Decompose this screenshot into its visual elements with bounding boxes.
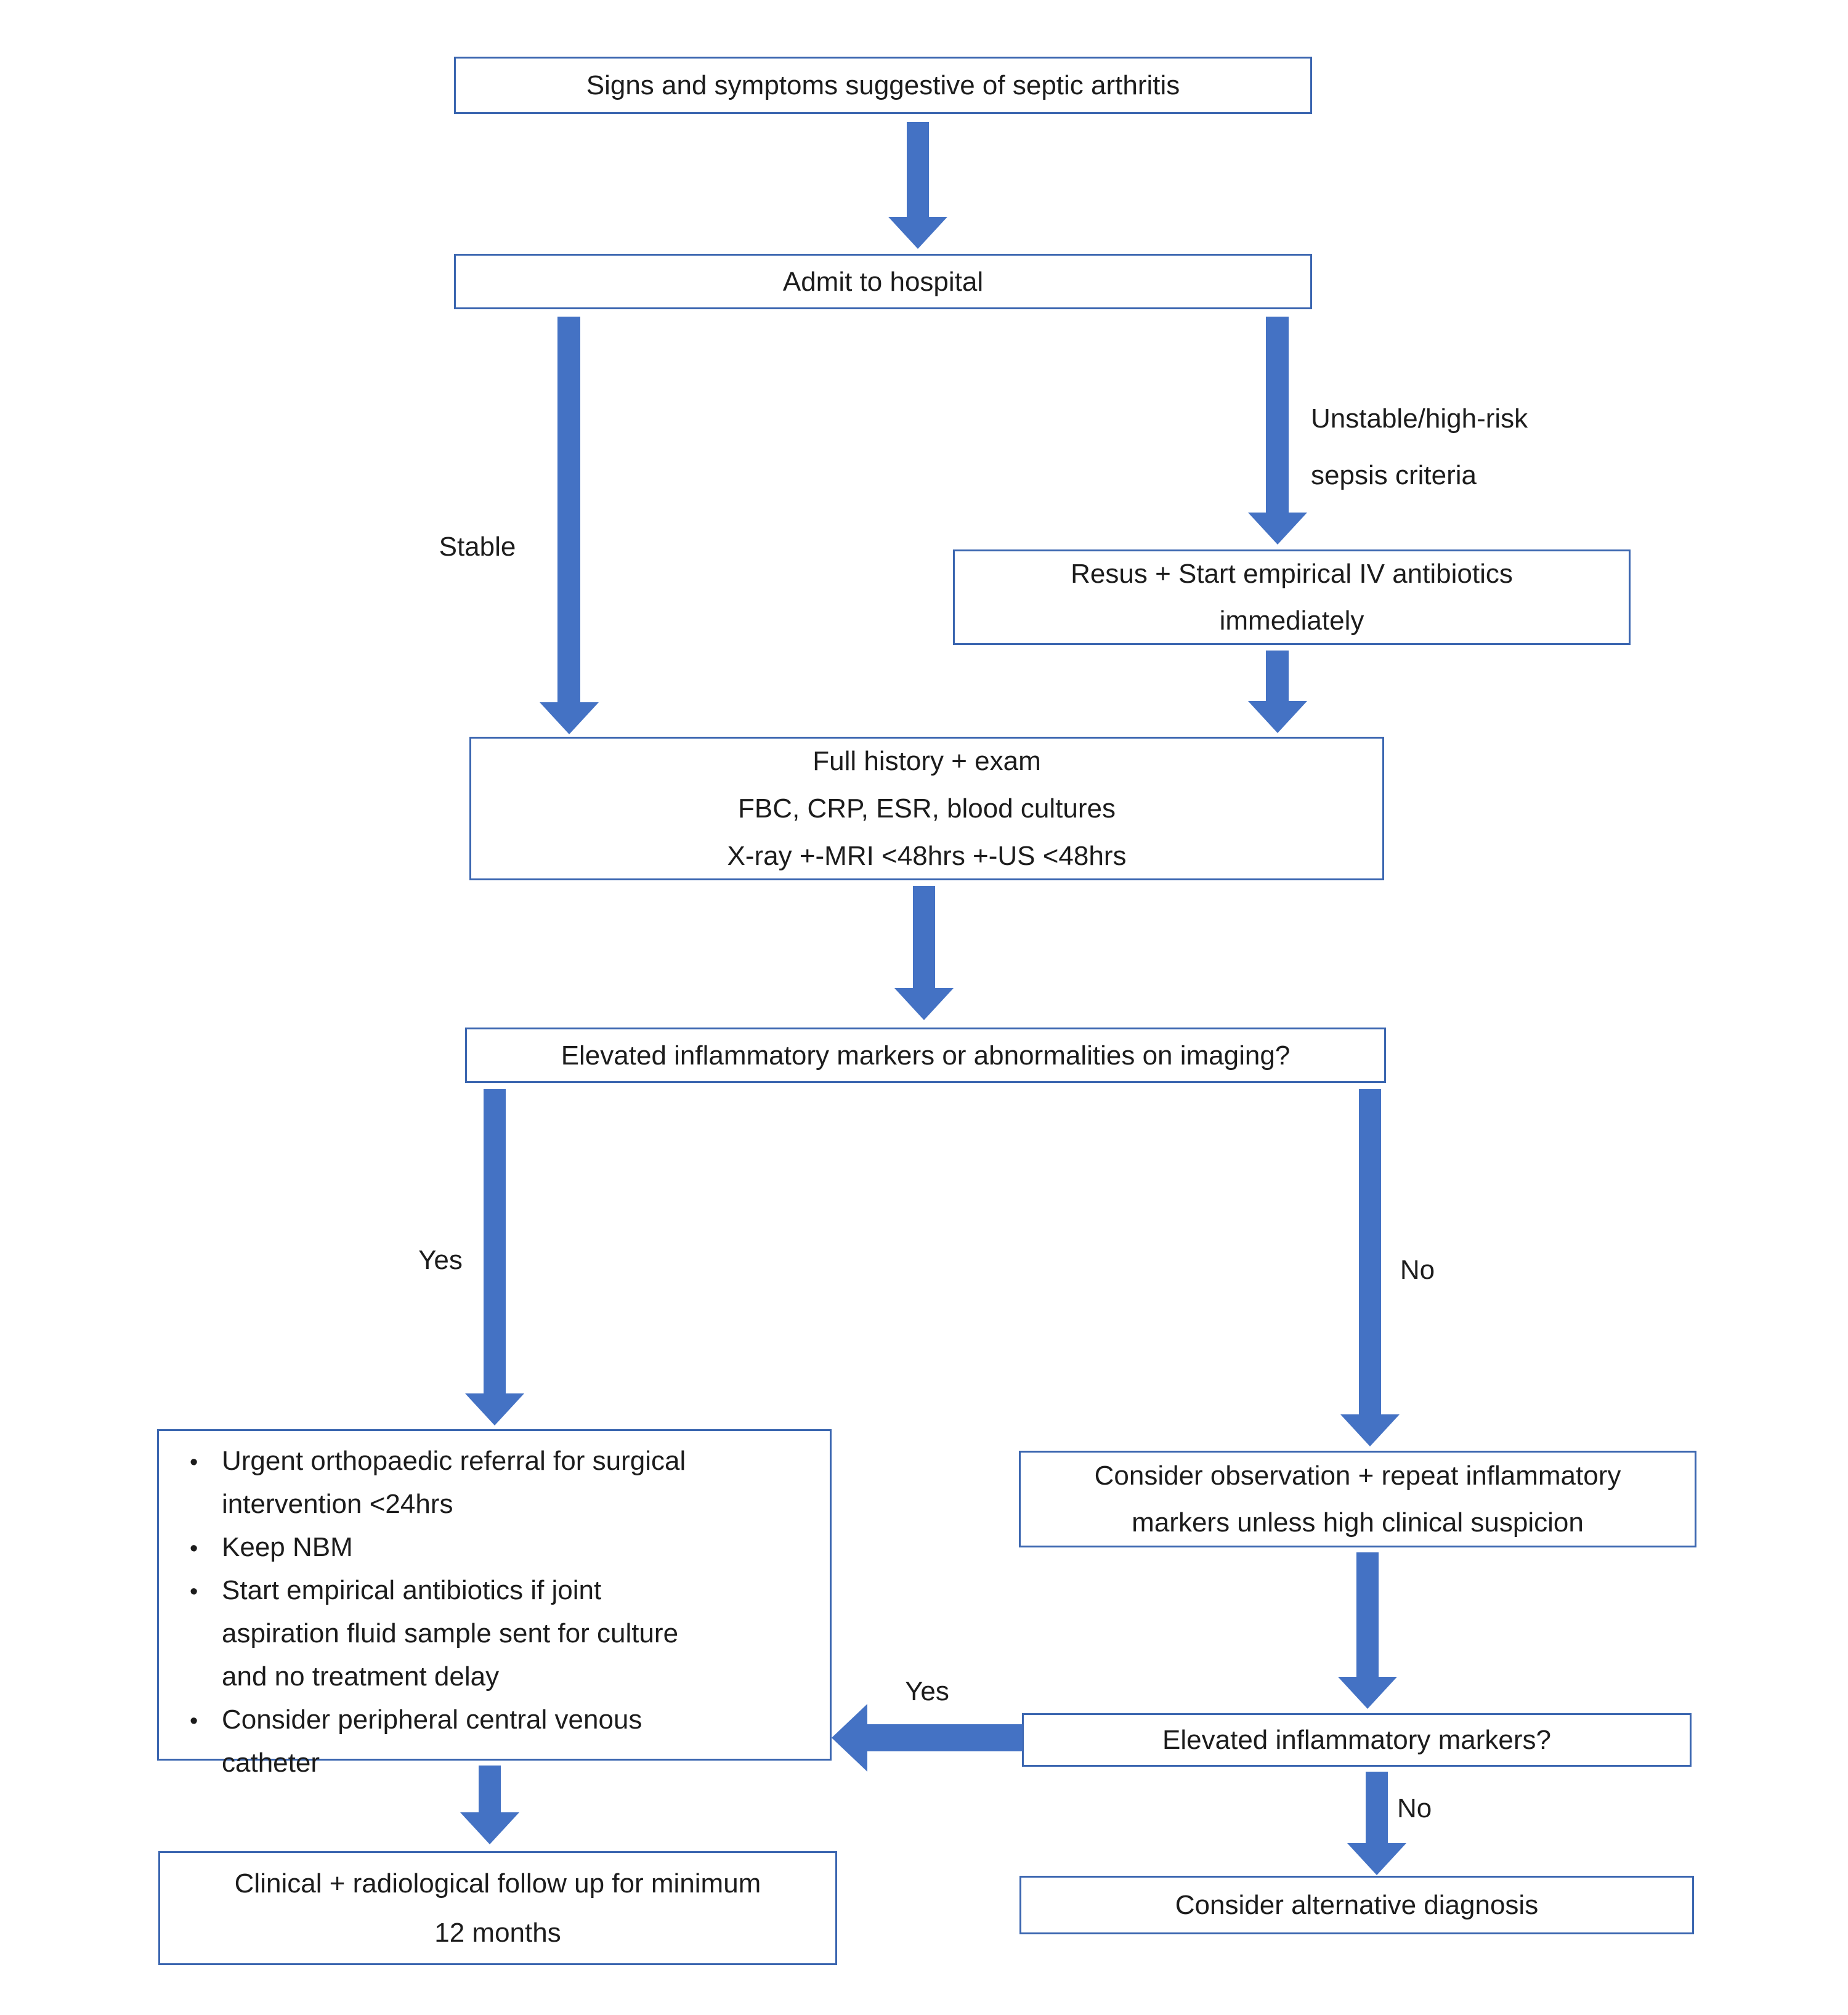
node-resus-line1: Resus + Start empirical IV antibiotics: [1071, 558, 1513, 589]
edge-label-imaging-no: No: [1400, 1255, 1435, 1285]
arrow-imaging-yes-shaft: [484, 1089, 506, 1395]
edge-label-markers-no: No: [1397, 1793, 1432, 1823]
arrow-down-icon: [888, 217, 947, 249]
node-follow-up-line2: 12 months: [434, 1917, 561, 1948]
arrow-unstable-branch-shaft: [1266, 317, 1289, 515]
arrow-down-icon: [465, 1393, 524, 1425]
edge-label-unstable: [1311, 391, 1528, 504]
arrow-actions-to-followup-shaft: [479, 1766, 501, 1814]
arrow-signs-to-admit-shaft: [907, 122, 929, 218]
node-elevated-markers: [1022, 1713, 1692, 1767]
node-full-history-line3: X-ray +-MRI <48hrs +-US <48hrs: [727, 841, 1127, 871]
edge-label-markers-yes: Yes: [905, 1676, 949, 1706]
arrow-down-icon: [1347, 1843, 1406, 1875]
node-elevated-imaging-text: Elevated inflammatory markers or abnormalities on imaging?: [561, 1040, 1291, 1071]
node-elevated-markers-text: Elevated inflammatory markers?: [1162, 1725, 1551, 1755]
arrow-stable-branch-shaft: [557, 317, 580, 705]
arrow-down-icon: [1248, 513, 1307, 545]
urgent-actions-list: [159, 1440, 686, 1785]
node-urgent-actions: [157, 1429, 832, 1778]
list-item: • Consider peripheral central venous catheter: [159, 1698, 686, 1785]
arrow-markers-no-shaft: [1366, 1772, 1388, 1844]
edge-label-stable: Stable: [439, 532, 516, 562]
arrow-imaging-no-shaft: [1359, 1089, 1381, 1416]
arrow-down-icon: [1340, 1414, 1400, 1446]
node-signs-text: Signs and symptoms suggestive of septic arthritis: [586, 70, 1180, 100]
arrow-down-icon: [1248, 701, 1307, 733]
arrow-history-to-question-shaft: [913, 886, 935, 989]
edge-label-unstable-line2: sepsis criteria: [1311, 460, 1477, 490]
arrow-left-icon: [832, 1704, 867, 1772]
list-item: • Urgent orthopaedic referral for surgical intervention <24hrs: [159, 1440, 686, 1526]
node-resus-line2: immediately: [1219, 605, 1364, 636]
node-consider-observation-line1: Consider observation + repeat inflammatory: [1094, 1460, 1621, 1491]
list-item: • Keep NBM: [159, 1526, 686, 1569]
arrow-down-icon: [1338, 1677, 1397, 1709]
node-signs: [454, 57, 1312, 114]
edge-label-imaging-yes: Yes: [418, 1245, 463, 1275]
node-full-history-line2: FBC, CRP, ESR, blood cultures: [738, 793, 1116, 824]
node-admit: [454, 254, 1312, 309]
node-admit-text: Admit to hospital: [782, 266, 984, 297]
node-full-history: [469, 737, 1384, 880]
arrow-down-icon: [540, 702, 599, 734]
list-item: • Start empirical antibiotics if joint aspiration fluid sample sent for culture and no treatment delay: [159, 1569, 686, 1698]
node-elevated-imaging: [465, 1028, 1386, 1083]
node-alternative-diagnosis: [1019, 1876, 1694, 1934]
edge-label-unstable-line1: Unstable/high-risk: [1311, 403, 1528, 434]
arrow-down-icon: [894, 988, 954, 1020]
arrow-down-icon: [460, 1812, 519, 1844]
arrow-resus-to-history-shaft: [1266, 651, 1289, 703]
node-consider-observation: [1019, 1451, 1696, 1547]
node-alternative-diagnosis-text: Consider alternative diagnosis: [1175, 1890, 1539, 1920]
node-full-history-line1: Full history + exam: [813, 746, 1041, 776]
arrow-observation-to-markers-shaft: [1356, 1552, 1379, 1678]
node-follow-up: [158, 1851, 837, 1965]
node-consider-observation-line2: markers unless high clinical suspicion: [1132, 1507, 1584, 1538]
node-resus: [953, 549, 1631, 645]
node-follow-up-line1: Clinical + radiological follow up for minimum: [234, 1868, 761, 1899]
arrow-markers-yes-shaft: [867, 1724, 1023, 1751]
